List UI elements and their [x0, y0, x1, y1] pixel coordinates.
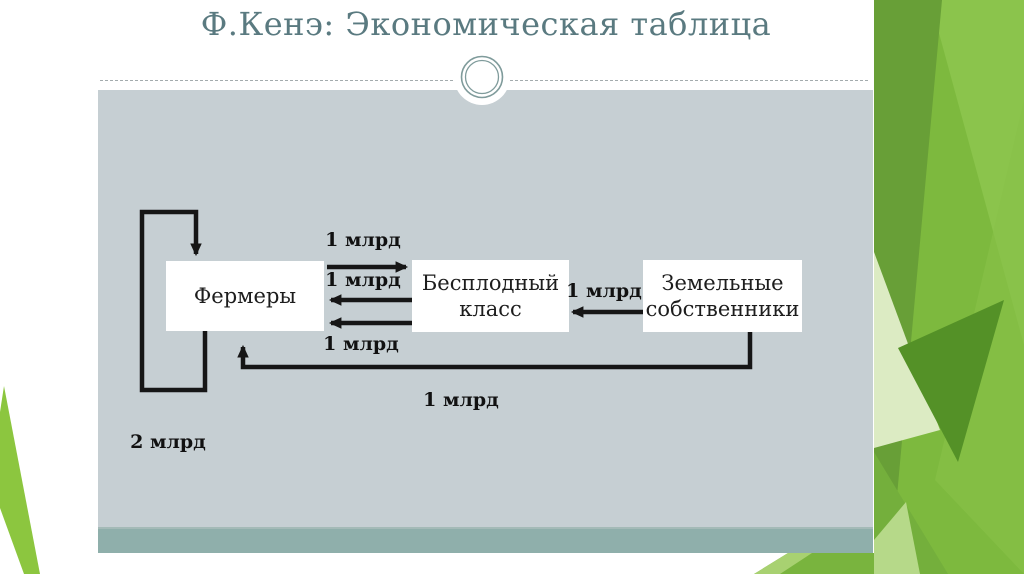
node-farmers-label: Фермеры [193, 283, 297, 308]
node-sterile-class-label: Бесплодный класс [421, 270, 560, 321]
flow-label-landowners-to-sterile: 1 млрд [566, 280, 642, 302]
node-farmers [166, 261, 324, 331]
page-title: Ф.Кенэ: Экономическая таблица [200, 5, 772, 43]
green-corner-wedge [0, 386, 40, 574]
node-landowners [643, 260, 802, 332]
flow-label-farmers-to-sterile-top: 1 млрд [325, 229, 401, 251]
flow-label-landowners-to-farmers: 1 млрд [423, 389, 499, 411]
divider-circle-ornament [454, 49, 510, 105]
node-landowners-label: Земельные собственники [645, 270, 800, 321]
flow-label-sterile-to-farmers-bottom: 1 млрд [323, 333, 399, 355]
ornament-halo [454, 49, 510, 105]
flow-label-between-arrows: 1 млрд [325, 269, 401, 291]
node-sterile-class [412, 260, 569, 332]
panel-bottom-strip [98, 527, 873, 553]
flow-label-farmers-self-loop: 2 млрд [130, 431, 206, 453]
